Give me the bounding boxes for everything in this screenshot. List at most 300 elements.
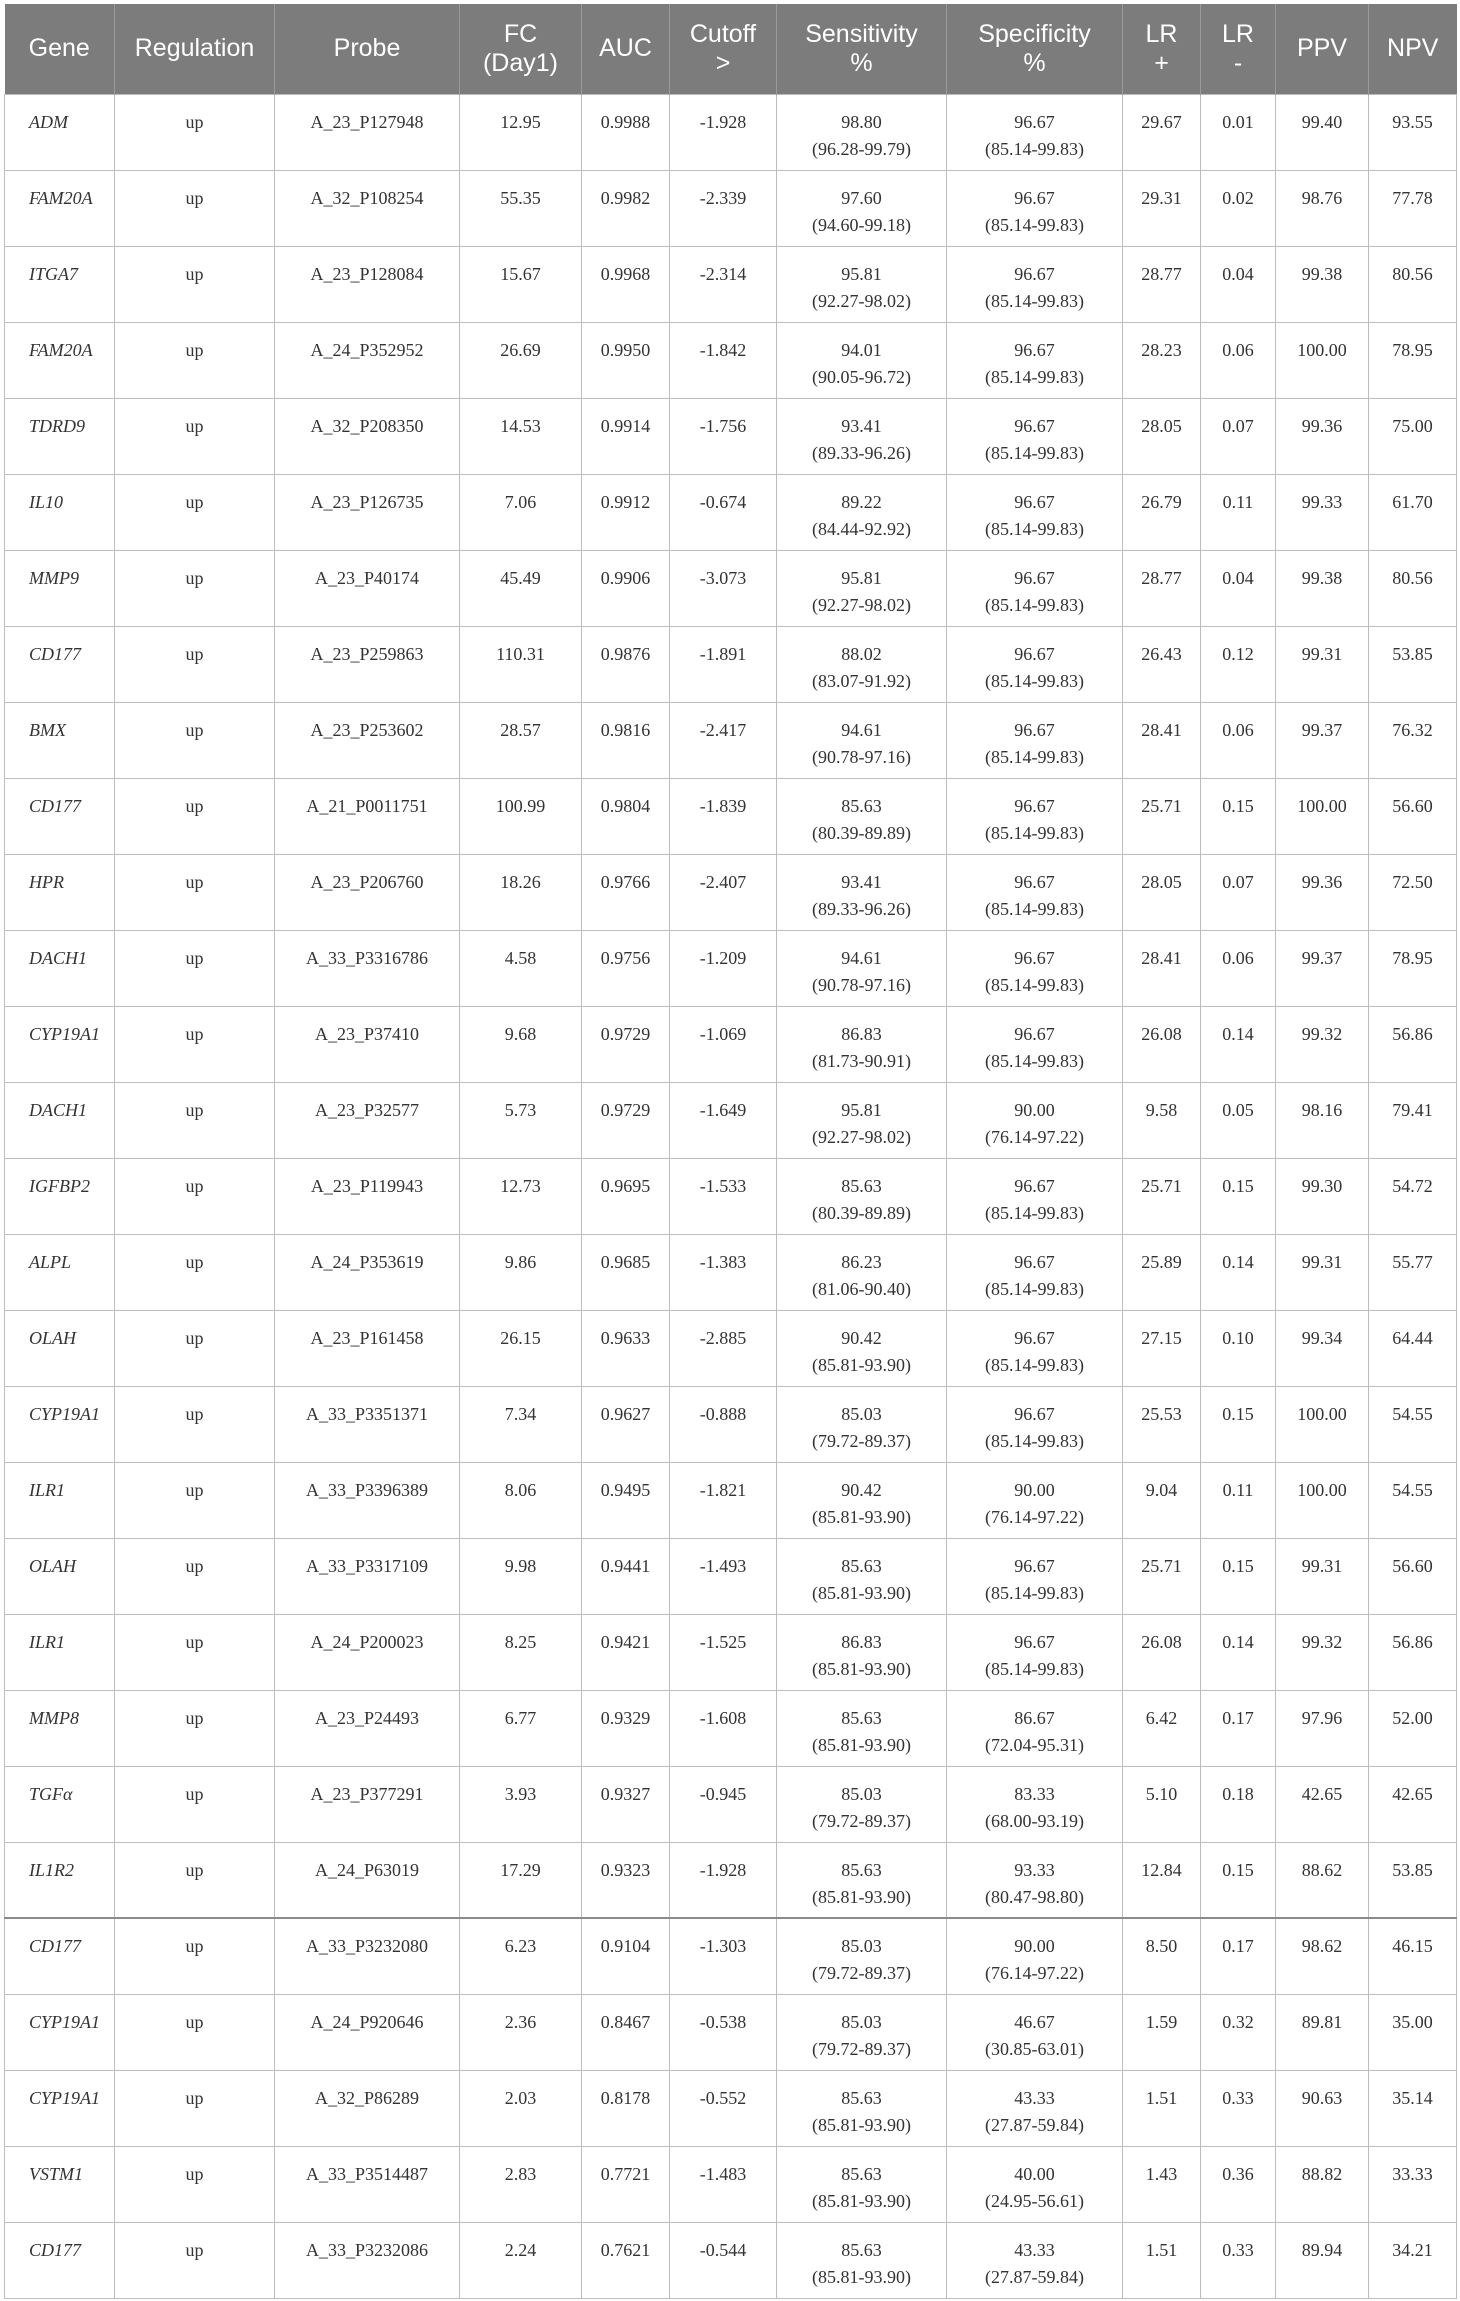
cell-lr-negative: 0.11 <box>1201 474 1276 550</box>
col-fc: FC (Day1) <box>460 4 582 94</box>
table-row <box>5 1918 1457 1994</box>
cell-cutoff: -1.608 <box>670 1690 777 1766</box>
cell-lr-negative: 0.06 <box>1201 930 1276 1006</box>
cell-ppv: 99.34 <box>1276 1310 1369 1386</box>
cell-lr-negative: 0.14 <box>1201 1234 1276 1310</box>
cell-npv: 42.65 <box>1369 1766 1457 1842</box>
cell-fc: 55.35 <box>460 170 582 246</box>
cell-auc: 0.9914 <box>582 398 670 474</box>
cell-sensitivity: 94.61 (90.78-97.16) <box>777 702 947 778</box>
cell-auc: 0.9766 <box>582 854 670 930</box>
cell-ppv: 100.00 <box>1276 778 1369 854</box>
col-specificity: Specificity % <box>947 4 1123 94</box>
cell-lr-negative: 0.15 <box>1201 1158 1276 1234</box>
cell-npv: 34.21 <box>1369 2222 1457 2298</box>
cell-auc: 0.9816 <box>582 702 670 778</box>
cell-regulation: up <box>115 778 275 854</box>
cell-npv: 64.44 <box>1369 1310 1457 1386</box>
cell-regulation: up <box>115 1462 275 1538</box>
cell-sensitivity: 93.41 (89.33-96.26) <box>777 854 947 930</box>
cell-fc: 17.29 <box>460 1842 582 1918</box>
cell-regulation: up <box>115 1614 275 1690</box>
cell-gene: ALPL <box>5 1234 115 1310</box>
cell-ppv: 99.31 <box>1276 1234 1369 1310</box>
cell-lr-positive: 25.71 <box>1123 1538 1201 1614</box>
cell-sensitivity: 86.83 (85.81-93.90) <box>777 1614 947 1690</box>
cell-lr-positive: 28.77 <box>1123 246 1201 322</box>
cell-regulation: up <box>115 94 275 170</box>
cell-probe: A_24_P920646 <box>275 1994 460 2070</box>
cell-cutoff: -0.544 <box>670 2222 777 2298</box>
cell-ppv: 99.31 <box>1276 1538 1369 1614</box>
cell-ppv: 97.96 <box>1276 1690 1369 1766</box>
cell-auc: 0.7621 <box>582 2222 670 2298</box>
cell-probe: A_23_P161458 <box>275 1310 460 1386</box>
cell-cutoff: -0.674 <box>670 474 777 550</box>
cell-lr-positive: 25.71 <box>1123 778 1201 854</box>
cell-probe: A_23_P128084 <box>275 246 460 322</box>
table-row <box>5 1234 1457 1310</box>
cell-npv: 80.56 <box>1369 246 1457 322</box>
table-row <box>5 778 1457 854</box>
cell-fc: 6.23 <box>460 1918 582 1994</box>
cell-auc: 0.9104 <box>582 1918 670 1994</box>
cell-fc: 14.53 <box>460 398 582 474</box>
cell-lr-negative: 0.12 <box>1201 626 1276 702</box>
cell-sensitivity: 85.63 (80.39-89.89) <box>777 1158 947 1234</box>
cell-npv: 77.78 <box>1369 170 1457 246</box>
cell-fc: 26.69 <box>460 322 582 398</box>
cell-gene: TDRD9 <box>5 398 115 474</box>
cell-cutoff: -1.842 <box>670 322 777 398</box>
cell-fc: 8.06 <box>460 1462 582 1538</box>
cell-gene: OLAH <box>5 1310 115 1386</box>
cell-fc: 2.03 <box>460 2070 582 2146</box>
cell-cutoff: -1.891 <box>670 626 777 702</box>
cell-auc: 0.9988 <box>582 94 670 170</box>
table-row <box>5 1462 1457 1538</box>
cell-cutoff: -1.756 <box>670 398 777 474</box>
cell-lr-negative: 0.10 <box>1201 1310 1276 1386</box>
cell-lr-positive: 1.59 <box>1123 1994 1201 2070</box>
cell-auc: 0.9729 <box>582 1006 670 1082</box>
cell-auc: 0.9685 <box>582 1234 670 1310</box>
cell-gene: ITGA7 <box>5 246 115 322</box>
cell-cutoff: -2.339 <box>670 170 777 246</box>
cell-ppv: 89.94 <box>1276 2222 1369 2298</box>
cell-specificity: 96.67 (85.14-99.83) <box>947 930 1123 1006</box>
table-row <box>5 702 1457 778</box>
cell-sensitivity: 94.61 (90.78-97.16) <box>777 930 947 1006</box>
cell-ppv: 100.00 <box>1276 322 1369 398</box>
cell-specificity: 96.67 (85.14-99.83) <box>947 1234 1123 1310</box>
cell-gene: HPR <box>5 854 115 930</box>
cell-cutoff: -1.209 <box>670 930 777 1006</box>
col-cutoff: Cutoff > <box>670 4 777 94</box>
cell-fc: 8.25 <box>460 1614 582 1690</box>
cell-lr-positive: 26.08 <box>1123 1614 1201 1690</box>
cell-fc: 26.15 <box>460 1310 582 1386</box>
cell-npv: 61.70 <box>1369 474 1457 550</box>
cell-lr-negative: 0.01 <box>1201 94 1276 170</box>
cell-auc: 0.8467 <box>582 1994 670 2070</box>
cell-ppv: 42.65 <box>1276 1766 1369 1842</box>
cell-sensitivity: 89.22 (84.44-92.92) <box>777 474 947 550</box>
cell-auc: 0.9695 <box>582 1158 670 1234</box>
cell-npv: 56.60 <box>1369 1538 1457 1614</box>
cell-ppv: 90.63 <box>1276 2070 1369 2146</box>
cell-lr-positive: 1.51 <box>1123 2070 1201 2146</box>
table-row <box>5 626 1457 702</box>
cell-fc: 2.83 <box>460 2146 582 2222</box>
cell-auc: 0.9441 <box>582 1538 670 1614</box>
cell-sensitivity: 85.63 (85.81-93.90) <box>777 2146 947 2222</box>
cell-cutoff: -1.483 <box>670 2146 777 2222</box>
cell-sensitivity: 98.80 (96.28-99.79) <box>777 94 947 170</box>
cell-ppv: 88.82 <box>1276 2146 1369 2222</box>
cell-regulation: up <box>115 1310 275 1386</box>
cell-auc: 0.9982 <box>582 170 670 246</box>
cell-lr-positive: 26.08 <box>1123 1006 1201 1082</box>
table-row <box>5 1690 1457 1766</box>
cell-specificity: 43.33 (27.87-59.84) <box>947 2222 1123 2298</box>
cell-ppv: 99.38 <box>1276 550 1369 626</box>
col-npv: NPV <box>1387 34 1439 63</box>
table-header <box>5 4 1457 94</box>
cell-ppv: 100.00 <box>1276 1462 1369 1538</box>
cell-cutoff: -2.417 <box>670 702 777 778</box>
cell-lr-positive: 6.42 <box>1123 1690 1201 1766</box>
cell-npv: 54.55 <box>1369 1386 1457 1462</box>
cell-gene: VSTM1 <box>5 2146 115 2222</box>
cell-lr-negative: 0.11 <box>1201 1462 1276 1538</box>
cell-fc: 3.93 <box>460 1766 582 1842</box>
cell-probe: A_33_P3351371 <box>275 1386 460 1462</box>
cell-lr-negative: 0.33 <box>1201 2070 1276 2146</box>
cell-gene: FAM20A <box>5 322 115 398</box>
cell-regulation: up <box>115 1538 275 1614</box>
cell-sensitivity: 85.63 (85.81-93.90) <box>777 2070 947 2146</box>
cell-auc: 0.7721 <box>582 2146 670 2222</box>
cell-specificity: 96.67 (85.14-99.83) <box>947 94 1123 170</box>
cell-probe: A_23_P119943 <box>275 1158 460 1234</box>
cell-gene: IGFBP2 <box>5 1158 115 1234</box>
cell-auc: 0.9912 <box>582 474 670 550</box>
cell-lr-negative: 0.14 <box>1201 1006 1276 1082</box>
cell-lr-negative: 0.17 <box>1201 1918 1276 1994</box>
cell-fc: 9.68 <box>460 1006 582 1082</box>
cell-lr-positive: 26.79 <box>1123 474 1201 550</box>
cell-ppv: 99.36 <box>1276 854 1369 930</box>
cell-specificity: 90.00 (76.14-97.22) <box>947 1918 1123 1994</box>
cell-lr-positive: 5.10 <box>1123 1766 1201 1842</box>
cell-probe: A_32_P108254 <box>275 170 460 246</box>
table-row <box>5 94 1457 170</box>
cell-specificity: 96.67 (85.14-99.83) <box>947 550 1123 626</box>
table-row <box>5 1006 1457 1082</box>
col-lr-negative: LR - <box>1201 4 1276 94</box>
cell-lr-positive: 28.77 <box>1123 550 1201 626</box>
cell-specificity: 96.67 (85.14-99.83) <box>947 1614 1123 1690</box>
cell-regulation: up <box>115 854 275 930</box>
table-row <box>5 2146 1457 2222</box>
cell-probe: A_23_P127948 <box>275 94 460 170</box>
cell-regulation: up <box>115 626 275 702</box>
table-body <box>5 94 1457 2298</box>
cell-lr-negative: 0.14 <box>1201 1614 1276 1690</box>
cell-fc: 18.26 <box>460 854 582 930</box>
cell-specificity: 96.67 (85.14-99.83) <box>947 398 1123 474</box>
cell-cutoff: -0.538 <box>670 1994 777 2070</box>
cell-ppv: 98.16 <box>1276 1082 1369 1158</box>
cell-cutoff: -2.314 <box>670 246 777 322</box>
cell-probe: A_32_P208350 <box>275 398 460 474</box>
cell-regulation: up <box>115 1766 275 1842</box>
cell-fc: 9.86 <box>460 1234 582 1310</box>
cell-specificity: 40.00 (24.95-56.61) <box>947 2146 1123 2222</box>
table-row <box>5 1310 1457 1386</box>
cell-specificity: 96.67 (85.14-99.83) <box>947 322 1123 398</box>
cell-npv: 72.50 <box>1369 854 1457 930</box>
cell-lr-negative: 0.07 <box>1201 854 1276 930</box>
cell-npv: 78.95 <box>1369 930 1457 1006</box>
cell-specificity: 96.67 (85.14-99.83) <box>947 778 1123 854</box>
cell-ppv: 99.32 <box>1276 1614 1369 1690</box>
cell-regulation: up <box>115 1386 275 1462</box>
cell-lr-negative: 0.06 <box>1201 322 1276 398</box>
table-row <box>5 1538 1457 1614</box>
cell-specificity: 96.67 (85.14-99.83) <box>947 1006 1123 1082</box>
cell-npv: 53.85 <box>1369 1842 1457 1918</box>
col-regulation: Regulation <box>115 4 275 94</box>
cell-cutoff: -1.493 <box>670 1538 777 1614</box>
cell-auc: 0.9323 <box>582 1842 670 1918</box>
cell-regulation: up <box>115 1842 275 1918</box>
cell-lr-negative: 0.32 <box>1201 1994 1276 2070</box>
cell-specificity: 90.00 (76.14-97.22) <box>947 1082 1123 1158</box>
cell-specificity: 96.67 (85.14-99.83) <box>947 1538 1123 1614</box>
cell-gene: FAM20A <box>5 170 115 246</box>
cell-lr-positive: 28.05 <box>1123 854 1201 930</box>
cell-npv: 55.77 <box>1369 1234 1457 1310</box>
cell-gene: CD177 <box>5 626 115 702</box>
cell-regulation: up <box>115 1994 275 2070</box>
cell-specificity: 96.67 (85.14-99.83) <box>947 702 1123 778</box>
cell-lr-positive: 9.58 <box>1123 1082 1201 1158</box>
cell-cutoff: -0.945 <box>670 1766 777 1842</box>
cell-sensitivity: 86.83 (81.73-90.91) <box>777 1006 947 1082</box>
cell-cutoff: -3.073 <box>670 550 777 626</box>
cell-npv: 53.85 <box>1369 626 1457 702</box>
cell-cutoff: -1.649 <box>670 1082 777 1158</box>
cell-auc: 0.9495 <box>582 1462 670 1538</box>
cell-fc: 7.06 <box>460 474 582 550</box>
cell-probe: A_24_P63019 <box>275 1842 460 1918</box>
table-row <box>5 398 1457 474</box>
cell-lr-negative: 0.04 <box>1201 246 1276 322</box>
cell-sensitivity: 90.42 (85.81-93.90) <box>777 1310 947 1386</box>
table-row <box>5 246 1457 322</box>
col-lr-positive: LR + <box>1123 4 1201 94</box>
cell-ppv: 99.38 <box>1276 246 1369 322</box>
cell-gene: MMP9 <box>5 550 115 626</box>
cell-lr-positive: 28.23 <box>1123 322 1201 398</box>
cell-npv: 75.00 <box>1369 398 1457 474</box>
cell-ppv: 99.31 <box>1276 626 1369 702</box>
cell-sensitivity: 93.41 (89.33-96.26) <box>777 398 947 474</box>
cell-cutoff: -2.407 <box>670 854 777 930</box>
cell-gene: DACH1 <box>5 1082 115 1158</box>
cell-sensitivity: 85.03 (79.72-89.37) <box>777 1386 947 1462</box>
cell-lr-negative: 0.06 <box>1201 702 1276 778</box>
cell-regulation: up <box>115 246 275 322</box>
cell-lr-positive: 28.41 <box>1123 702 1201 778</box>
col-ppv: PPV <box>1276 4 1369 94</box>
cell-cutoff: -2.885 <box>670 1310 777 1386</box>
cell-ppv: 99.32 <box>1276 1006 1369 1082</box>
cell-gene: BMX <box>5 702 115 778</box>
cell-ppv: 99.30 <box>1276 1158 1369 1234</box>
cell-specificity: 96.67 (85.14-99.83) <box>947 1310 1123 1386</box>
cell-regulation: up <box>115 1234 275 1310</box>
cell-fc: 7.34 <box>460 1386 582 1462</box>
cell-lr-negative: 0.02 <box>1201 170 1276 246</box>
cell-sensitivity: 90.42 (85.81-93.90) <box>777 1462 947 1538</box>
cell-probe: A_33_P3232086 <box>275 2222 460 2298</box>
cell-auc: 0.9804 <box>582 778 670 854</box>
cell-cutoff: -1.821 <box>670 1462 777 1538</box>
table-row <box>5 2070 1457 2146</box>
table-row <box>5 474 1457 550</box>
cell-fc: 28.57 <box>460 702 582 778</box>
cell-lr-negative: 0.05 <box>1201 1082 1276 1158</box>
cell-probe: A_33_P3317109 <box>275 1538 460 1614</box>
cell-fc: 45.49 <box>460 550 582 626</box>
cell-npv: 33.33 <box>1369 2146 1457 2222</box>
cell-specificity: 96.67 (85.14-99.83) <box>947 170 1123 246</box>
cell-sensitivity: 97.60 (94.60-99.18) <box>777 170 947 246</box>
cell-probe: A_32_P86289 <box>275 2070 460 2146</box>
cell-npv: 80.56 <box>1369 550 1457 626</box>
cell-lr-positive: 27.15 <box>1123 1310 1201 1386</box>
cell-regulation: up <box>115 2070 275 2146</box>
cell-sensitivity: 95.81 (92.27-98.02) <box>777 550 947 626</box>
cell-cutoff: -1.839 <box>670 778 777 854</box>
cell-sensitivity: 85.63 (85.81-93.90) <box>777 1690 947 1766</box>
cell-regulation: up <box>115 474 275 550</box>
cell-regulation: up <box>115 2146 275 2222</box>
cell-lr-positive: 9.04 <box>1123 1462 1201 1538</box>
cell-lr-positive: 26.43 <box>1123 626 1201 702</box>
cell-npv: 54.55 <box>1369 1462 1457 1538</box>
cell-sensitivity: 88.02 (83.07-91.92) <box>777 626 947 702</box>
cell-gene: IL10 <box>5 474 115 550</box>
cell-sensitivity: 85.63 (85.81-93.90) <box>777 1538 947 1614</box>
cell-regulation: up <box>115 322 275 398</box>
cell-probe: A_23_P259863 <box>275 626 460 702</box>
cell-lr-negative: 0.15 <box>1201 1842 1276 1918</box>
cell-specificity: 46.67 (30.85-63.01) <box>947 1994 1123 2070</box>
cell-lr-negative: 0.17 <box>1201 1690 1276 1766</box>
cell-npv: 35.14 <box>1369 2070 1457 2146</box>
table-row <box>5 2222 1457 2298</box>
cell-fc: 100.99 <box>460 778 582 854</box>
cell-auc: 0.9327 <box>582 1766 670 1842</box>
cell-fc: 110.31 <box>460 626 582 702</box>
col-gene: Gene <box>5 4 115 94</box>
cell-lr-negative: 0.33 <box>1201 2222 1276 2298</box>
cell-gene: IL1R2 <box>5 1842 115 1918</box>
cell-sensitivity: 85.63 (80.39-89.89) <box>777 778 947 854</box>
col-probe: Probe <box>275 4 460 94</box>
cell-specificity: 43.33 (27.87-59.84) <box>947 2070 1123 2146</box>
cell-regulation: up <box>115 1690 275 1766</box>
cell-specificity: 96.67 (85.14-99.83) <box>947 854 1123 930</box>
cell-sensitivity: 94.01 (90.05-96.72) <box>777 322 947 398</box>
cell-cutoff: -1.383 <box>670 1234 777 1310</box>
cell-gene: CYP19A1 <box>5 1386 115 1462</box>
cell-specificity: 96.67 (85.14-99.83) <box>947 1158 1123 1234</box>
cell-fc: 2.36 <box>460 1994 582 2070</box>
cell-npv: 54.72 <box>1369 1158 1457 1234</box>
cell-specificity: 83.33 (68.00-93.19) <box>947 1766 1123 1842</box>
table-row <box>5 1386 1457 1462</box>
cell-cutoff: -1.069 <box>670 1006 777 1082</box>
cell-gene: CD177 <box>5 778 115 854</box>
cell-auc: 0.8178 <box>582 2070 670 2146</box>
table-row <box>5 1158 1457 1234</box>
cell-fc: 12.73 <box>460 1158 582 1234</box>
cell-regulation: up <box>115 398 275 474</box>
cell-sensitivity: 85.63 (85.81-93.90) <box>777 2222 947 2298</box>
cell-probe: A_24_P200023 <box>275 1614 460 1690</box>
cell-lr-negative: 0.15 <box>1201 778 1276 854</box>
cell-regulation: up <box>115 170 275 246</box>
cell-gene: CD177 <box>5 2222 115 2298</box>
cell-auc: 0.9950 <box>582 322 670 398</box>
cell-specificity: 96.67 (85.14-99.83) <box>947 626 1123 702</box>
cell-auc: 0.9633 <box>582 1310 670 1386</box>
cell-probe: A_33_P3232080 <box>275 1918 460 1994</box>
cell-npv: 46.15 <box>1369 1918 1457 1994</box>
cell-probe: A_33_P3514487 <box>275 2146 460 2222</box>
cell-ppv: 99.36 <box>1276 398 1369 474</box>
cell-lr-positive: 25.71 <box>1123 1158 1201 1234</box>
cell-ppv: 98.62 <box>1276 1918 1369 1994</box>
table-row <box>5 854 1457 930</box>
cell-probe: A_23_P253602 <box>275 702 460 778</box>
cell-gene: CYP19A1 <box>5 1006 115 1082</box>
cell-regulation: up <box>115 1918 275 1994</box>
biomarker-table <box>4 4 1457 2299</box>
cell-fc: 9.98 <box>460 1538 582 1614</box>
cell-gene: ILR1 <box>5 1614 115 1690</box>
cell-probe: A_23_P126735 <box>275 474 460 550</box>
cell-gene: MMP8 <box>5 1690 115 1766</box>
cell-lr-positive: 25.53 <box>1123 1386 1201 1462</box>
cell-ppv: 98.76 <box>1276 170 1369 246</box>
cell-lr-positive: 1.51 <box>1123 2222 1201 2298</box>
cell-gene: CD177 <box>5 1918 115 1994</box>
col-sensitivity: Sensitivity % <box>777 4 947 94</box>
cell-ppv: 99.40 <box>1276 94 1369 170</box>
cell-cutoff: -0.888 <box>670 1386 777 1462</box>
cell-sensitivity: 85.03 (79.72-89.37) <box>777 1918 947 1994</box>
cell-specificity: 93.33 (80.47-98.80) <box>947 1842 1123 1918</box>
cell-sensitivity: 85.63 (85.81-93.90) <box>777 1842 947 1918</box>
table-row <box>5 1766 1457 1842</box>
cell-ppv: 88.62 <box>1276 1842 1369 1918</box>
